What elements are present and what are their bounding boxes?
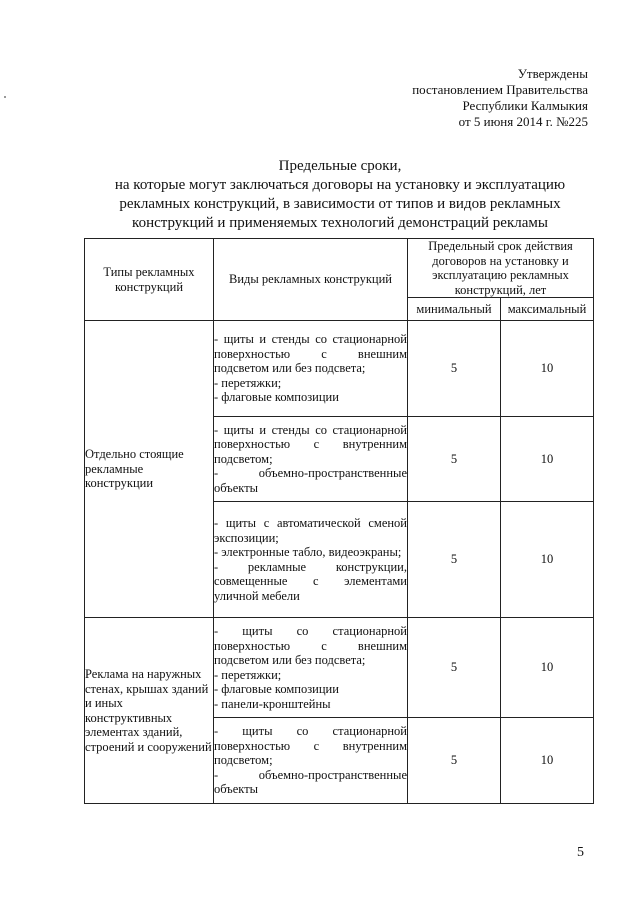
kind-item: - перетяжки; [214,375,282,390]
min-value: 5 [408,502,501,618]
kind-item: - флаговые композиции [214,682,339,696]
min-value: 5 [408,417,501,502]
header-type: Типы рекламных конструкций [85,239,214,321]
approval-line: Республики Калмыкия [462,98,588,113]
title-line: рекламных конструкций, в зависимости от типов и видов рекламных [119,196,561,212]
kind-cell [214,718,408,804]
kind-item: - панели-кронштейны [214,696,331,711]
kind-item: - перетяжки; [214,667,282,682]
kind-item: - щиты и стенды со стационарной поверхностью с внешним подсветом или без подсвета; [214,332,407,376]
header-min: минимальный [408,298,501,321]
table-row [85,321,594,417]
approval-stamp [412,66,588,130]
approval-line: Утверждены [517,66,588,81]
min-value: 5 [408,718,501,804]
max-value: 10 [501,321,594,417]
table-row [85,618,594,718]
table-header-row [85,239,594,298]
kind-cell [214,321,408,417]
approval-line: постановлением Правительства [412,82,588,97]
header-term: Предельный срок действия договоров на установку и эксплуатацию рекламных конструкций, лет [408,239,594,298]
header-max: максимальный [501,298,594,321]
scan-mark [4,96,6,98]
kind-cell [214,417,408,502]
kind-item: - объемно-пространственные объекты [214,767,407,797]
kind-item: - электронные табло, видеоэкраны; [214,545,402,559]
header-kind: Виды рекламных конструкций [214,239,408,321]
kind-cell [214,502,408,618]
kind-item: - щиты и стенды со стационарной поверхностью с внутренним подсветом; [214,422,407,466]
max-value: 10 [501,618,594,718]
title-line: Предельные сроки, [278,158,402,174]
kind-item: - объемно-пространственные объекты [214,466,407,495]
title-line: на которые могут заключаться договоры на установку и эксплуатацию [114,177,566,193]
kind-cell [214,618,408,718]
type-cell: Реклама на наружных стенах, крышах зданий и иных конструктивных элементах зданий, строений и сооружений [85,618,214,804]
document-title [60,157,620,233]
kind-item: - щиты со стационарной поверхностью с внешним подсветом или без подсвета; [214,624,407,667]
kind-item: - флаговые композиции [214,390,339,405]
max-value: 10 [501,502,594,618]
min-value: 5 [408,321,501,417]
title-line: конструкций и применяемых технологий демонстраций рекламы [132,215,548,231]
kind-item: - щиты со стационарной поверхностью с внутренним подсветом; [214,724,407,768]
kind-item: - щиты с автоматической сменой экспозиции; [214,516,407,545]
terms-table [84,238,594,804]
max-value: 10 [501,718,594,804]
kind-item: - рекламные конструкции, совмещенные с элементами уличной мебели [214,559,407,603]
max-value: 10 [501,417,594,502]
page-number: 5 [577,845,584,860]
approval-line: от 5 июня 2014 г. №225 [458,114,588,129]
type-cell: Отдельно стоящие рекламные конструкции [85,321,214,618]
min-value: 5 [408,618,501,718]
